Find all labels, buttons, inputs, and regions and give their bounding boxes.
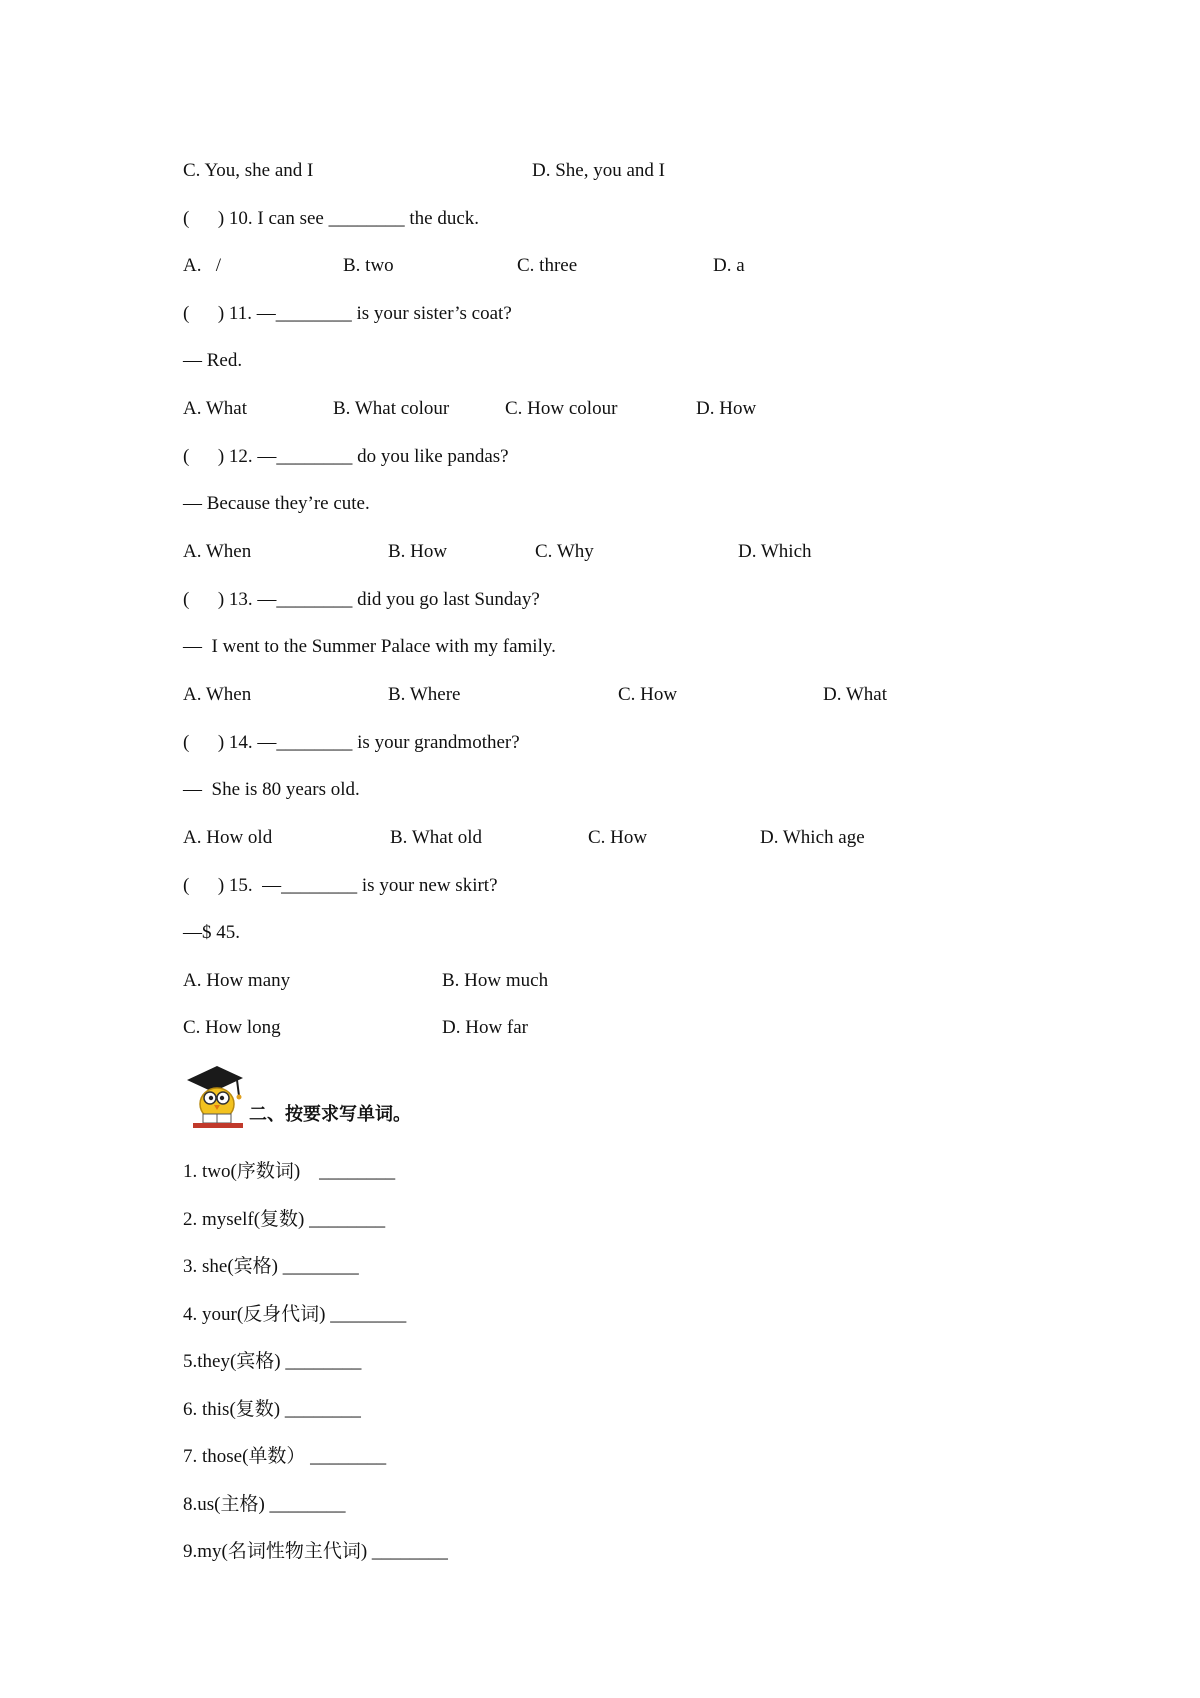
q13-answer: — I went to the Summer Palace with my family. [183, 636, 556, 657]
q12-option-a: A. When [183, 541, 252, 562]
q15-answer: —$ 45. [183, 922, 240, 943]
word-item-9: 9.my(名词性物主代词) ________ [183, 1541, 448, 1562]
word-item-2: 2. myself(复数) ________ [183, 1209, 386, 1230]
word-item-1: 1. two(序数词) ________ [183, 1161, 396, 1182]
q11-option-d: D. How [696, 398, 757, 419]
q15-option-c: C. How long [183, 1017, 281, 1038]
section2-title: 二、按要求写单词。 [249, 1104, 411, 1125]
q11-option-c: C. How colour [505, 398, 618, 419]
q10-option-c: C. three [517, 255, 578, 276]
word-item-3: 3. she(宾格) ________ [183, 1256, 359, 1277]
q14-option-d: D. Which age [760, 827, 865, 848]
q10-option-a: A. / [183, 255, 221, 276]
q12-stem: ( ) 12. —________ do you like pandas? [183, 446, 509, 467]
q13-option-c: C. How [618, 684, 678, 705]
word-item-8: 8.us(主格) ________ [183, 1494, 346, 1515]
q11-answer: — Red. [183, 350, 243, 371]
q15-stem: ( ) 15. —________ is your new skirt? [183, 875, 498, 896]
word-item-4: 4. your(反身代词) ________ [183, 1304, 407, 1325]
q14-option-c: C. How [588, 827, 648, 848]
q13-option-d: D. What [823, 684, 888, 705]
q15-option-b: B. How much [442, 970, 549, 991]
q14-option-a: A. How old [183, 827, 273, 848]
q14-option-b: B. What old [390, 827, 483, 848]
word-item-6: 6. this(复数) ________ [183, 1399, 361, 1420]
q12-option-b: B. How [388, 541, 448, 562]
q14-answer: — She is 80 years old. [183, 779, 360, 800]
q13-option-a: A. When [183, 684, 252, 705]
q12-answer: — Because they’re cute. [183, 493, 370, 514]
q9-option-c: C. You, she and I [183, 160, 314, 181]
q14-stem: ( ) 14. —________ is your grandmother? [183, 732, 520, 753]
q11-option-a: A. What [183, 398, 248, 419]
q9-option-d: D. She, you and I [532, 160, 665, 181]
q12-option-c: C. Why [535, 541, 594, 562]
q13-option-b: B. Where [388, 684, 461, 705]
section2-heading [183, 1060, 411, 1130]
q13-stem: ( ) 13. —________ did you go last Sunday? [183, 589, 540, 610]
q10-stem: ( ) 10. I can see ________ the duck. [183, 208, 480, 229]
q10-option-b: B. two [343, 255, 394, 276]
word-item-7: 7. those(单数） ________ [183, 1446, 387, 1467]
q15-option-a: A. How many [183, 970, 291, 991]
q11-option-b: B. What colour [333, 398, 450, 419]
word-item-5: 5.they(宾格) ________ [183, 1351, 362, 1372]
graduate-owl-icon [183, 1060, 247, 1130]
q10-option-d: D. a [713, 255, 745, 276]
q12-option-d: D. Which [738, 541, 812, 562]
q15-option-d: D. How far [442, 1017, 529, 1038]
q11-stem: ( ) 11. —________ is your sister’s coat? [183, 303, 512, 324]
